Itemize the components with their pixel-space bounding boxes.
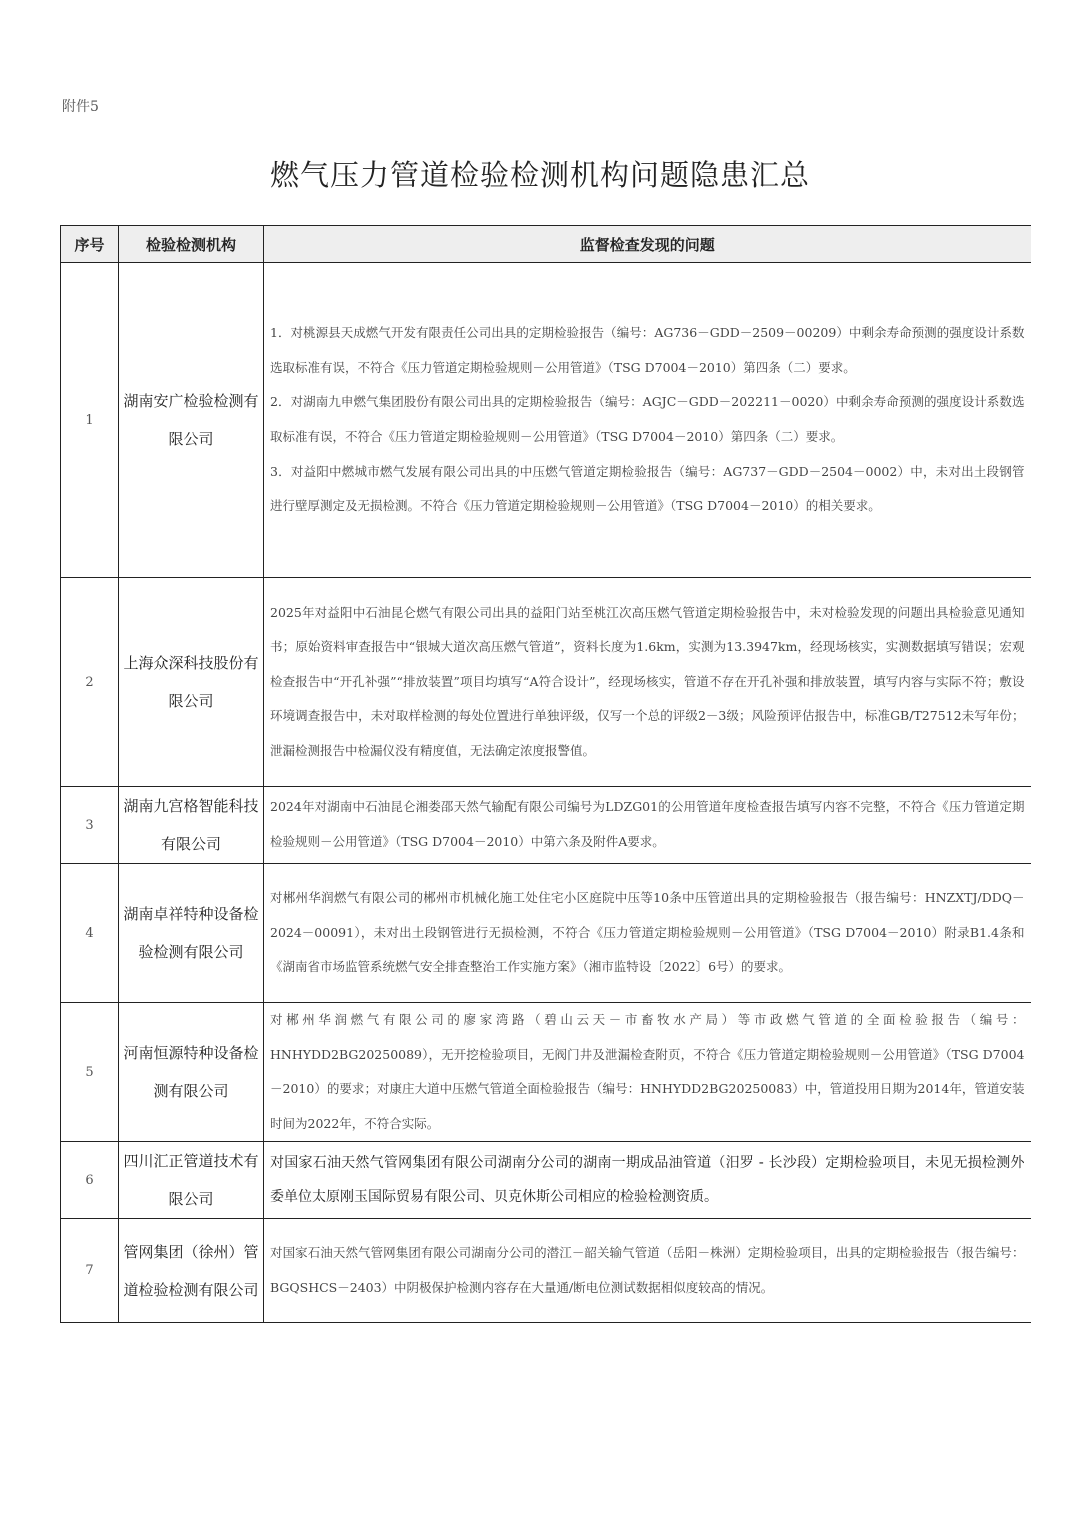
header-issues: 监督检查发现的问题 (264, 226, 1031, 263)
header-no: 序号 (61, 226, 119, 263)
issue-cell (264, 578, 1031, 787)
table-row (61, 1003, 1031, 1142)
issue-cell (264, 1003, 1031, 1142)
org-name: 河南恒源特种设备检测有限公司 (119, 1003, 264, 1142)
issue-cell (264, 864, 1031, 1003)
issue-text: 对郴州华润燃气有限公司的郴州市机械化施工处住宅小区庭院中压等10条中压管道出具的定期检验报告（报告编号：HNZXTJ/DDQ－2024－00091），未对出土段钢管进行无损检测，不符合《压力管道定期检验规则－公用管道》（TSG D7004－2010）附录B1.4条和《湖南省市场监管系统燃气安全排查整治工作实施方案》（湘市监特设〔2022〕6号）的要求。 (270, 890, 1025, 975)
issue-text: 2025年对益阳中石油昆仑燃气有限公司出具的益阳门站至桃江次高压燃气管道定期检验报告中，未对检验发现的问题出具检验意见通知书；原始资料审查报告中“银城大道次高压燃气管道”，资料长度为1.6km，实测为13.3947km，经现场核实，实测数据填写错误；宏观检查报告中“开孔补强”“排放装置”项目均填写“A符合设计”，经现场核实，管道不存在开孔补强和排放装置，填写内容与实际不符；敷设环境调查报告中，未对取样检测的每处位置进行单独评级，仅写一个总的评级2－3级；风险预评估报告中，标准GB/T27512未写年份；泄漏检测报告中检漏仪没有精度值，无法确定浓度报警值。 (270, 604, 1025, 758)
org-name: 湖南卓祥特种设备检验检测有限公司 (119, 864, 264, 1003)
page-title: 燃气压力管道检验检测机构问题隐患汇总 (269, 158, 810, 192)
row-number: 2 (61, 578, 119, 787)
issue-text: 2．对湖南九申燃气集团股份有限公司出具的定期检验报告（编号：AGJC－GDD－202211－0020）中剩余寿命预测的强度设计系数选取标准有误，不符合《压力管道定期检验规则－公用管道》（TSG D7004－2010）第四条（二）要求。 (270, 394, 1025, 444)
table-row (61, 864, 1031, 1003)
issue-text: 对国家石油天然气管网集团有限公司湖南分公司的湖南一期成品油管道（汨罗 - 长沙段）定期检验项目，未见无损检测外委单位太原刚玉国际贸易有限公司、贝克休斯公司相应的检验检测资质。 (270, 1154, 1025, 1206)
row-number: 3 (61, 787, 119, 864)
issue-cell (264, 1142, 1031, 1219)
row-number: 1 (61, 263, 119, 578)
attachment-label: 附件5 (62, 99, 99, 115)
table-header-row (61, 226, 1031, 263)
table-row (61, 578, 1031, 787)
row-number: 6 (61, 1142, 119, 1219)
issue-cell (264, 787, 1031, 864)
org-name: 湖南安广检验检测有限公司 (119, 263, 264, 578)
issue-text: 对郴州华润燃气有限公司的廖家湾路（碧山云天－市畜牧水产局）等市政燃气管道的全面检验报告（编号：HNHYDD2BG20250089），无开挖检验项目，无阀门井及泄漏检查附页，不符合《压力管道定期检验规则－公用管道》（TSG D7004－2010）的要求；对康庄大道中压燃气管道全面检验报告（编号：HNHYDD2BG20250083）中，管道投用日期为2014年，管道安装时间为2022年，不符合实际。 (270, 1012, 1025, 1131)
org-name: 四川汇正管道技术有限公司 (119, 1142, 264, 1219)
table-row (61, 1219, 1031, 1323)
row-number: 7 (61, 1219, 119, 1323)
row-number: 4 (61, 864, 119, 1003)
org-name: 湖南九宫格智能科技有限公司 (119, 787, 264, 864)
issue-text: 3．对益阳中燃城市燃气发展有限公司出具的中压燃气管道定期检验报告（编号：AG737－GDD－2504－0002）中，未对出土段钢管进行壁厚测定及无损检测。不符合《压力管道定期检验规则－公用管道》（TSG D7004－2010）的相关要求。 (270, 463, 1025, 514)
issue-text: 2024年对湖南中石油昆仑湘娄邵天然气输配有限公司编号为LDZG01的公用管道年度检查报告填写内容不完整，不符合《压力管道定期检验规则－公用管道》（TSG D7004－2010）中第六条及附件A要求。 (270, 799, 1025, 849)
org-name: 管网集团（徐州）管道检验检测有限公司 (119, 1219, 264, 1323)
issue-text: 1．对桃源县天成燃气开发有限责任公司出具的定期检验报告（编号：AG736－GDD－2509－00209）中剩余寿命预测的强度设计系数选取标准有误，不符合《压力管道定期检验规则－公用管道》（TSG D7004－2010）第四条（二）要求。 (270, 325, 1025, 375)
table-row (61, 1142, 1031, 1219)
table-row (61, 787, 1031, 864)
row-number: 5 (61, 1003, 119, 1142)
table-row (61, 263, 1031, 578)
issues-table (60, 225, 1031, 1323)
issue-cell (264, 263, 1031, 578)
issue-cell (264, 1219, 1031, 1323)
org-name: 上海众深科技股份有限公司 (119, 578, 264, 787)
header-org: 检验检测机构 (119, 226, 264, 263)
issue-text: 对国家石油天然气管网集团有限公司湖南分公司的潜江－韶关输气管道（岳阳－株洲）定期检验项目，出具的定期检验报告（报告编号：BGQSHCS－2403）中阴极保护检测内容存在大量通/断电位测试数据相似度较高的情况。 (270, 1245, 1025, 1295)
